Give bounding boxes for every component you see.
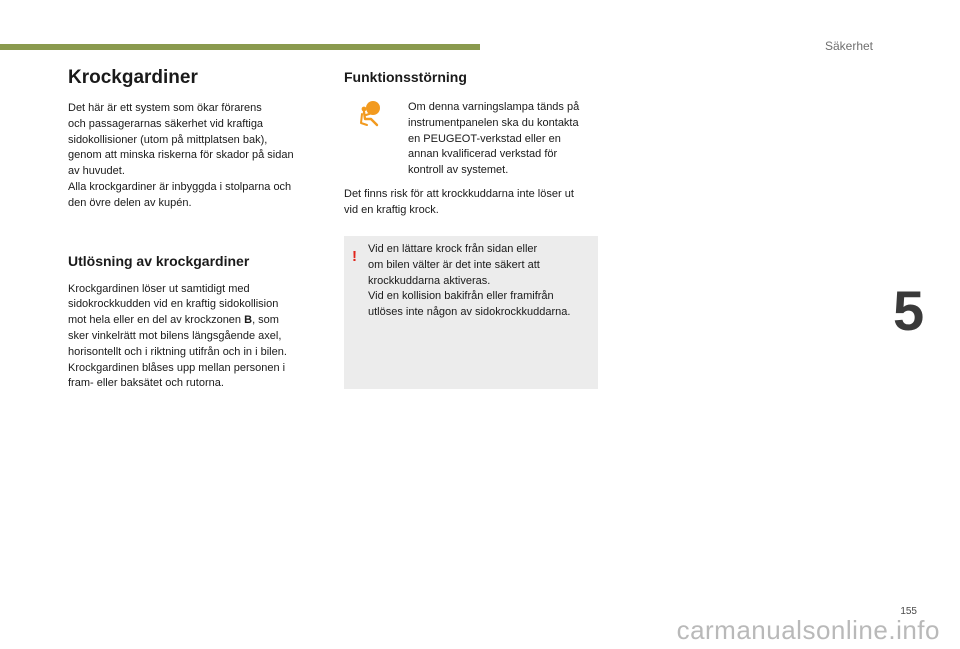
release-section [68,248,328,393]
risk-paragraph: Det finns risk för att krockkuddarna inte löser ut vid en kraftig krock. [344,187,574,216]
release-paragraph [68,282,328,393]
release-text-before: Krockgardinen löser ut samtidigt med sidokrockkudden vid en kraftig sidokollision mot hela eller en del av krockzonen [68,282,279,327]
right-column [344,64,600,219]
release-text-after: , som sker vinkelrätt mot bilens längsgående axel, horisontellt och i riktning utifrån och in i bilen. Krockgardinen blåses upp mellan personen i fram- eller baksätet och rutorna. [68,314,287,390]
warning-lamp-row [344,100,600,179]
page-title: Krockgardiner [68,67,198,88]
watermark: carmanualsonline.info [676,615,940,645]
warning-lamp-text: Om denna varningslampa tänds på instrumentpanelen ska du kontakta en PEUGEOT-verkstad eller en annan kvalificerad verkstad för kontroll av systemet. [408,101,580,177]
header-accent-bar [0,44,480,50]
notice-box [344,236,598,389]
running-head: Säkerhet [824,39,873,53]
left-column [68,64,328,392]
intro-paragraph: Det här är ett system som ökar förarens och passagerarnas säkerhet vid kraftiga sidokollisioner (utom på mittplatsen bak), genom att minska riskerna för skador på sidan av huvudet. Alla krockgardiner är inbyggda i stolparna och den övre delen av kupén. [68,102,294,209]
page-number: 155 [900,606,917,617]
chapter-number: 5 [893,279,925,342]
airbag-warning-icon [356,100,384,128]
release-heading: Utlösning av krockgardiner [68,252,250,269]
malfunction-heading: Funktionsstörning [344,69,467,85]
zone-label: B [244,314,253,327]
exclamation-icon: ! [352,248,357,265]
notice-text: Vid en lättare krock från sidan eller om bilen välter är det inte säkert att krockkuddarna aktiveras. Vid en kollision bakifrån eller framifrån utlöses inte någon av sidokrockkuddarna. [368,243,571,319]
